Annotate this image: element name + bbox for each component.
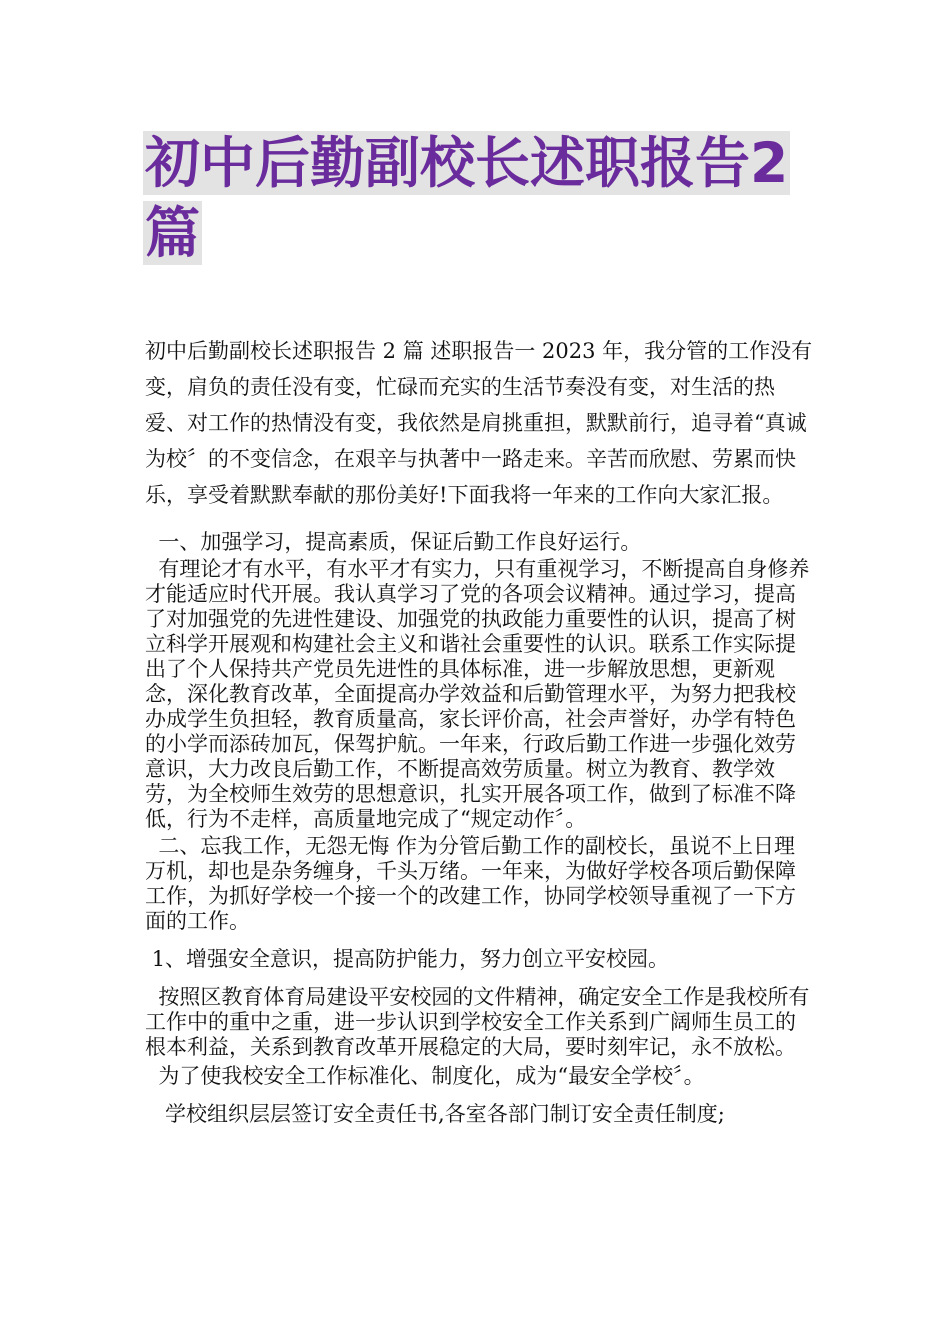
- section-heading-2: 二、忘我工作，无怨无悔 作为分管后勤工作的副校长，虽说不上日理万机，却也是杂务缠身，千头万绪。一年来，为做好学校各项后勤保障工作，为抓好学校一个接一个的改建工作，协同学校领导重视了一下方面的工作。: [145, 834, 796, 933]
- paragraph-intro: 初中后勤副校长述职报告 2 篇 述职报告一 2023 年，我分管的工作没有变，肩负的责任没有变，忙碌而充实的生活节奏没有变，对生活的热爱、对工作的热情没有变，我依然是肩挑重担，默默前行，追寻着“真诚为校〞的不变信念，在艰辛与执著中一路走来。辛苦而欣慰、劳累而快乐，享受着默默奉献的那份美好!下面我将一年来的工作向大家汇报。: [145, 339, 813, 507]
- document-body: [145, 333, 815, 1127]
- paragraph-standardization: 为了使我校安全工作标准化、制度化，成为“最安全学校〞。: [145, 1064, 705, 1088]
- section-heading-1: 一、加强学习，提高素质，保证后勤工作良好运行。: [145, 530, 642, 554]
- paragraph-study: 有理论才有水平，有水平才有实力，只有重视学习，不断提高自身修养才能适应时代开展。我认真学习了党的各项会议精神。通过学习，提高了对加强党的先进性建设、加强党的执政能力重要性的认识，提高了树立科学开展观和构建社会主义和谐社会重要性的认识。联系工作实际提出了个人保持共产党员先进性的具体标准，进一步解放思想，更新观念，深化教育改革，全面提高办学效益和后勤管理水平，为努力把我校办成学生负担轻，教育质量高，家长评价高，社会声誉好，办学有特色的小学而添砖加瓦，保驾护航。一年来，行政后勤工作进一步强化效劳意识，大力改良后勤工作，不断提高效劳质量。树立为教育、教学效劳，为全校师生效劳的思想意识，扎实开展各项工作，做到了标准不降低，行为不走样，高质量地完成了“规定动作〞。: [145, 557, 810, 831]
- subsection-heading-1: 1、增强安全意识，提高防护能力，努力创立平安校园。: [145, 947, 670, 971]
- paragraph-responsibility: 学校组织层层签订安全责任书,各室各部门制订安全责任制度;: [145, 1102, 725, 1126]
- paragraph-safety: 按照区教育体育局建设平安校园的文件精神，确定安全工作是我校所有工作中的重中之重，进一步认识到学校安全工作关系到广阔师生员工的根本利益，关系到教育改革开展稳定的大局，要时刻牢记，永不放松。: [145, 985, 810, 1059]
- document-title: [143, 128, 813, 268]
- title-highlight: 初中后勤副校长述职报告2篇: [145, 131, 789, 265]
